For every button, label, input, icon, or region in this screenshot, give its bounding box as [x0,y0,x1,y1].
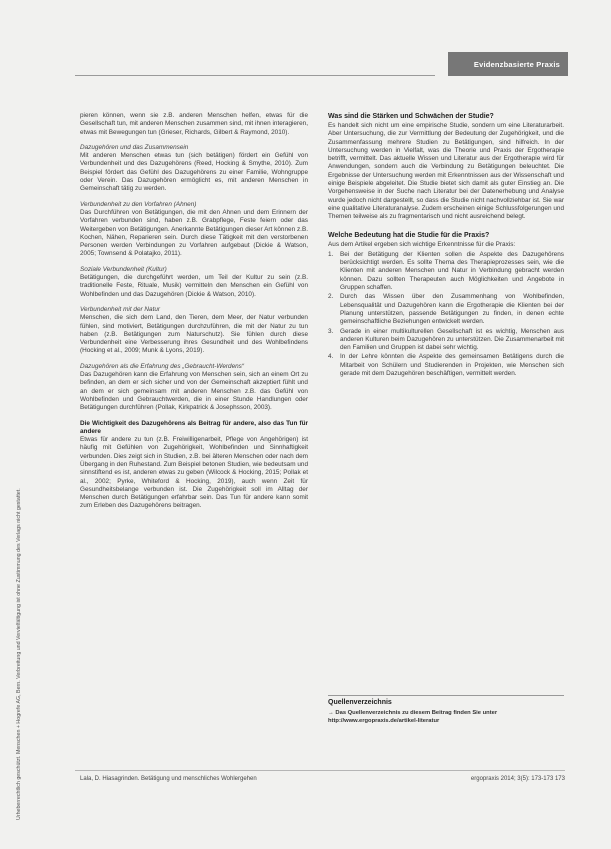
section-tab [448,52,568,76]
references-title: Quellenverzeichnis [328,699,392,706]
section-text: Menschen, die sich dem Land, den Tieren, dem Meer, der Natur verbunden fühlen, sind motiviert, Betätigungen durchzuführen, die mit der Natur zu tun haben (z.B. Betätigungen zum Naturschutz). Sie fühlen durch diese Verbundenheit eine Verbesserung ihres Gesundheit und des Wohlbefindens (Hocking et al., 2009; Munk & Lyons, 2019). [80,314,308,355]
list-item: 1. Bei der Betätigung der Klienten sollen die Aspekte des Dazugehörens berücksichtigt werden. Es sollte Thema des Therapieprozesses sein, wie die Klienten mit anderen Menschen und Natur in Verbindung gebracht werden können. Dazu sollten Therapeuten auch Möglichkeiten und Angebote in Gruppen schaffen. [328,250,564,292]
subheading: Verbundenheit mit der Natur [80,305,161,313]
references-box [328,695,564,735]
list-item-text: Bei der Betätigung der Klienten sollen die Aspekte des Dazugehörens berücksichtigt werden. Es sollte Thema des Therapieprozesses sein, wie die Klienten mit anderen Menschen und Natur in Verbindung gebracht werden können. Dazu sollten Therapeuten auch Möglichkeiten und Angebote in Gruppen schaffen. [340,250,564,292]
section-text: Das Dazugehören kann die Erfahrung von Menschen sein, sich an einem Ort zu befinden, an dem er sich sicher und von der Gemeinschaft akzeptiert fühlt und an dem er sich gemeinsam mit anderen Menschen z.B. das Gefühl von Wohlbefinden und Gebrauchtwerden, die in einer Stunde Handlungen oder Betätigungen durchführen (Pollak, Kirkpatrick & Josephsson, 2003). [80,371,308,412]
copyright-side-note: Urheberrechtlich geschützt. Menschen + Hogrefe AG, Bern. Verbreitung und Vervielfältigung ist ohne Zustimmung des Verlags nicht gestattet. [16,488,22,820]
section-text: Mit anderen Menschen etwas tun (sich betätigen) fördert ein Gefühl von Verbundenheit und des Dazugehörens (Reed, Hocking & Smythe, 2010). Zum Beispiel fördert das Gefühl des Dazugehörens zu einer Familie, Wohngruppe oder Verein. Das Dazugehören ermöglicht es, mit anderen Menschen in Gemeinschaft tätig zu werden. [80,152,308,193]
strengths-text-2: Die Vorgehensweise in der Suche nach Literatur bei der Datenerhebung und Analyse wurde jedoch nicht dargestellt, so dass die Studie nicht nachvollziehbar ist. Sie war eine qualitative Literaturanalyse. [328,180,564,212]
section-nature [80,306,308,356]
footer-rule [75,770,565,771]
section-being-needed [80,363,308,413]
references-rule [328,695,564,696]
list-item: 4. In der Lehre könnten die Aspekte des gemeinsamen Betätigens durch die Mitarbeit von Schülern und Studierenden in Projekten, wie Menschen sich gerade mit dem Dazugehören beschäftigen, vermittelt werden. [328,353,564,378]
subheading: Dazugehören und das Zusammensein [80,143,189,151]
section-text: Betätigungen, die durchgeführt werden, um Teil der Kultur zu sein (z.B. traditionelle Feste, Rituale, Musik) vermitteln den Menschen ein Gefühl von Wohlbefinden und das Dazugehören (Dickie & Watson, 2010). [80,274,308,298]
section-doing-for-others [80,420,308,511]
header-rule [75,75,435,76]
practice-intro: Aus dem Artikel ergeben sich wichtige Erkenntnisse für die Praxis: [328,240,516,248]
references-link[interactable]: → Das Quellenverzeichnis zu diesem Beitrag finden Sie unter http://www.ergopraxis.de/artikel-literatur [328,710,498,724]
list-item-text: Gerade in einer multikulturellen Gesellschaft ist es wichtig, Menschen aus anderen Kulturen beim Dazugehören zu unterstützen. Die Zusammenarbeit mit den Familien und Gruppen ist dabei sehr wichtig. [340,327,564,352]
list-item-text: In der Lehre könnten die Aspekte des gemeinsamen Betätigens durch die Mitarbeit von Schülern und Studierenden in Projekten, wie Menschen sich gerade mit dem Dazugehören beschäftigen, vermittelt werden. [340,353,564,378]
list-item: 3. Gerade in einer multikulturellen Gesellschaft ist es wichtig, Menschen aus anderen Kulturen beim Dazugehören zu unterstützen. Die Zusammenarbeit mit den Familien und Gruppen ist dabei sehr wichtig. [328,327,564,352]
footer-page-info: ergopraxis 2014; 3(5): 173-173 173 [470,776,565,782]
section-label: Evidenzbasierte Praxis [473,60,560,69]
strengths-text-1: Es handelt sich nicht um eine empirische Studie, sondern um eine Literaturarbeit. Aber Untersuchung, die zur Vermittlung der Bedeutung der Zugehörigkeit, und die Zusammenfassung mehrere Studien zu Betätigungen, sind hilfreich. In der Untersuchung werden in Vielfalt, was die Theorie und Praxis der Ergotherapie betrifft, vermittelt. Das aktuelle Wissen und Literatur aus der Ergotherapie wird für Anwendungen, sondern auch die Verbindung zu Betätigungen beleuchtet. Die Ergebnisse der Untersuchung werden mit Erkenntnissen aus der Wissenschaft und einige Beispiele abgeleitet. Die Studie bietet sich damit als guter Einstieg an. [328,122,564,188]
section-culture [80,266,308,299]
subheading: Dazugehören als die Erfahrung des „Gebraucht-Werdens“ [80,362,244,370]
subheading: Verbundenheit zu den Vorfahren (Ahnen) [80,200,197,208]
section-text: Etwas für andere zu tun (z.B. Freiwilligenarbeit, Pflege von Angehörigen) ist häufig mit Gefühlen von Zugehörigkeit, Wohlbefinden und Sinnhaftigkeit verbunden. Dies zeigt sich in Studien, z.B. bei älteren Menschen oder nach dem Übergang in den Ruhestand. Zum Beispiel betonen Studien, wie bedeutsam und sinnstiftend es ist, anderen etwas zu geben (Wilcock & Hocking, 2015; Pollak et al., 2002; Pyrke, Whiteford & Hocking, 2019), auch wenn Zeit für Gesundheitsbelange verbunden ist. Die Zugehörigkeit soll im Alltag der Menschen durch Betätigungen erfahrbar sein. Das Tun für andere kann somit zum Erleben des Dazugehörens beitragen. [80,436,308,510]
question-heading-strengths: Was sind die Stärken und Schwächen der Studie? [328,113,494,120]
practice-list [328,251,564,378]
subheading: Soziale Verbundenheit (Kultur) [80,265,167,273]
right-column [328,112,564,384]
bold-subheading: Die Wichtigkeit des Dazugehörens als Beitrag für andere, also das Tun für andere [80,419,308,435]
strengths-text [328,122,564,222]
section-belonging [80,144,308,194]
section-text: Das Durchführen von Betätigungen, die mit den Ahnen und dem Erinnern der Vorfahren verbunden sind, haben z.B. Grabpflege, Feste feiern oder das Weitergeben von Betätigungen. Anerkannte Betätigungen dieser Art können z.B. Kochen, Nähen, Reparieren sein. Durch diese Tätigkeit mit den verstorbenen Personen werden Verbindungen zu Vorfahren aufgebaut (Dickie & Watson, 2005; Townsend & Polatajko, 2011). [80,208,308,258]
question-heading-practice: Welche Bedeutung hat die Studie für die Praxis? [328,231,490,239]
footer-citation: Lala, D. Hiasagrinden. Betätigung und menschliches Wohlergehen [80,776,257,782]
strengths-text-3: Zudem erscheinen einige Schlussfolgerungen und Themen teilweise als zu fragmentarisch und nicht ausreichend belegt. [328,204,564,221]
left-column [80,112,308,518]
paragraph-continuation: pieren können, wenn sie z.B. anderen Menschen helfen, etwas für die Gesellschaft tun, mit anderen Menschen zusammen sind, mit ihnen interagieren, etwas mit Bewegungen tun (Grieser, Richards, Gilbert & Raymond, 2010). [80,112,308,136]
section-ancestors [80,201,308,259]
list-item: 2. Durch das Wissen über den Zusammenhang von Wohlbefinden, Lebensqualität und Dazugehören kann die Ergotherapie die Klienten bei der Planung unterstützen, passende Betätigungen zu finden, in denen echte gemeinschaftliche Beziehungen entwickelt werden. [328,293,564,326]
list-item-text: Durch das Wissen über den Zusammenhang von Wohlbefinden, Lebensqualität und Dazugehören kann die Ergotherapie die Klienten bei der Planung unterstützen, passende Betätigungen zu finden, in denen echte gemeinschaftliche Beziehungen entwickelt werden. [340,293,564,326]
